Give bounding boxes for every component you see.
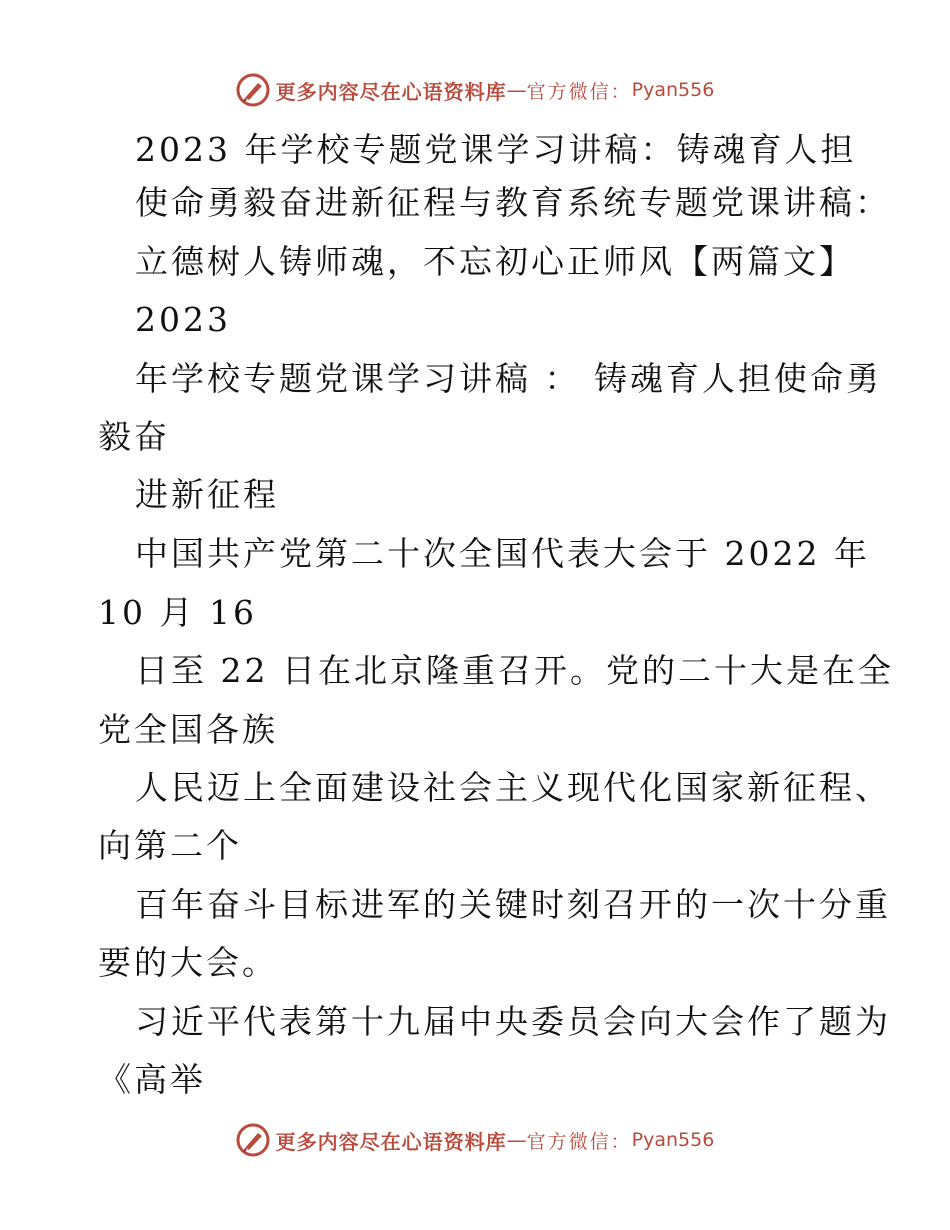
- text-line: 进新征程: [135, 475, 279, 514]
- text-line: 毅奋: [98, 417, 170, 456]
- banner-title: 更多内容尽在心语资料库: [275, 1129, 507, 1154]
- footer-banner: [0, 1120, 950, 1160]
- pen-logo-icon: [236, 1123, 270, 1157]
- header-banner: [0, 70, 950, 110]
- text-line: 2023 年学校专题党课学习讲稿：铸魂育人担: [135, 130, 857, 169]
- banner-wechat-label: 官方微信：: [526, 1130, 632, 1153]
- text-line: 要的大会。: [98, 943, 278, 982]
- text-line: 10 月 16: [98, 593, 257, 632]
- text-line: 人民迈上全面建设社会主义现代化国家新征程、: [135, 768, 891, 807]
- banner-dash: —: [506, 78, 527, 102]
- text-line: 《高举: [98, 1060, 206, 1099]
- text-line: 日至 22 日在北京隆重召开。党的二十大是在全: [135, 651, 894, 690]
- banner-wechat-id: Pyan556: [631, 79, 715, 101]
- text-line: 向第二个: [98, 826, 242, 865]
- text-line: 百年奋斗目标进军的关键时刻召开的一次十分重: [135, 885, 891, 924]
- text-line: 党全国各族: [98, 710, 278, 749]
- banner-wechat-id: Pyan556: [631, 1129, 715, 1151]
- banner-dash: —: [506, 1128, 527, 1152]
- banner-wechat-label: 官方微信：: [526, 80, 632, 103]
- banner-title: 更多内容尽在心语资料库: [275, 79, 507, 104]
- text-line: 2023: [135, 300, 231, 339]
- text-line: 年学校专题党课学习讲稿 ： 铸魂育人担使命勇: [135, 359, 882, 398]
- text-line: 习近平代表第十九届中央委员会向大会作了题为: [135, 1002, 891, 1041]
- pen-logo-icon: [236, 73, 270, 107]
- text-line: 中国共产党第二十次全国代表大会于 2022 年: [135, 534, 870, 573]
- text-line: 立德树人铸师魂，不忘初心正师风【两篇文】: [135, 242, 855, 281]
- text-line: 使命勇毅奋进新征程与教育系统专题党课讲稿：: [135, 183, 891, 222]
